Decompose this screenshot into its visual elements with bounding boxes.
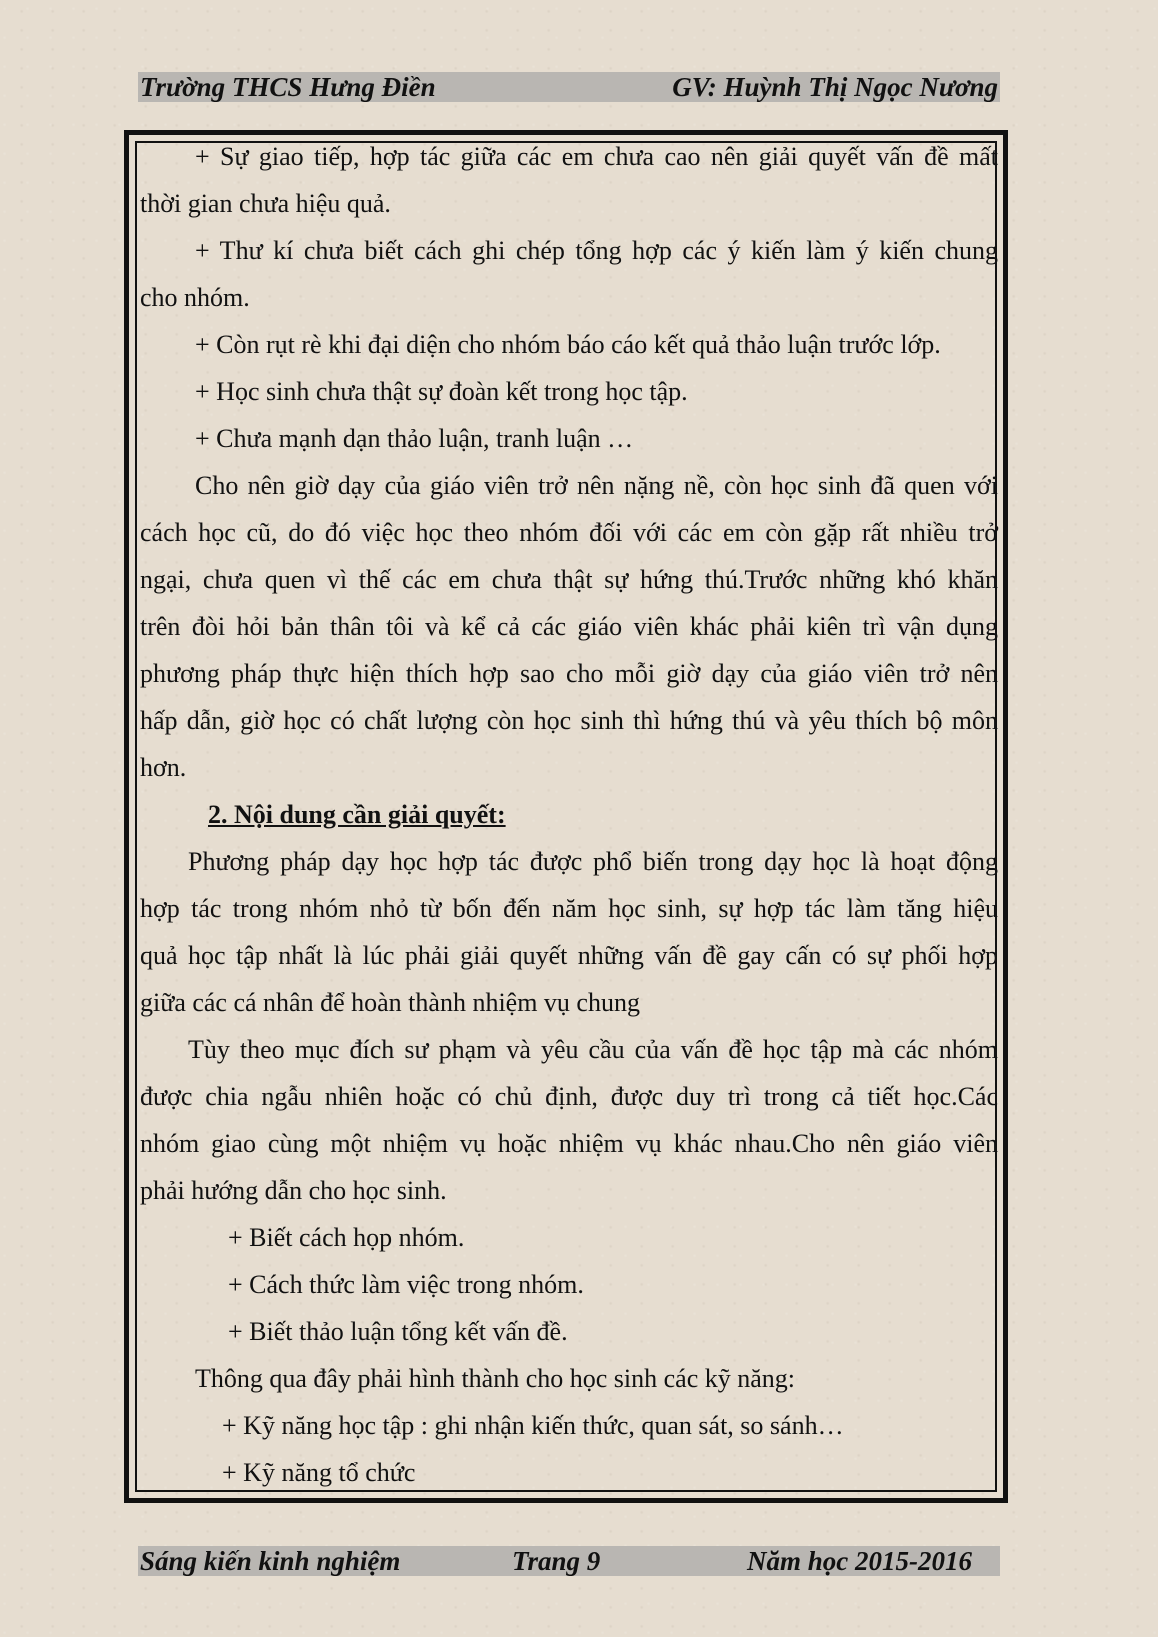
list-item: + Kỹ năng tổ chức: [222, 1458, 416, 1487]
paragraph-line: Phương pháp dạy học hợp tác được phổ biến trong dạy học là hoạt động: [188, 847, 998, 876]
paragraph-line: + Học sinh chưa thật sự đoàn kết trong học tập.: [195, 377, 688, 406]
list-item: + Cách thức làm việc trong nhóm.: [228, 1270, 584, 1299]
school-year: Năm học 2015-2016: [747, 1546, 972, 1576]
footer-title: Sáng kiến kinh nghiệm: [140, 1546, 401, 1576]
document-body: [140, 133, 998, 1496]
list-item: + Biết cách họp nhóm.: [228, 1223, 465, 1252]
paragraph-line: trên đòi hỏi bản thân tôi và kể cả các giáo viên khác phải kiên trì vận dụng: [140, 612, 998, 641]
page-header: [138, 72, 1000, 102]
paragraph-line: + Sự giao tiếp, hợp tác giữa các em chưa cao nên giải quyết vấn đề mất: [195, 142, 998, 171]
paragraph-line: được chia ngẫu nhiên hoặc có chủ định, được duy trì trong cả tiết học.Các: [140, 1082, 998, 1111]
paragraph-line: hấp dẫn, giờ học có chất lượng còn học sinh thì hứng thú và yêu thích bộ môn: [140, 706, 998, 735]
page-footer: [138, 1546, 1000, 1576]
paragraph-line: + Chưa mạnh dạn thảo luận, tranh luận …: [195, 424, 634, 453]
paragraph-line: phải hướng dẫn cho học sinh.: [140, 1176, 447, 1205]
paragraph-line: cho nhóm.: [140, 283, 250, 312]
paragraph-line: hơn.: [140, 753, 187, 782]
paragraph-line: Tùy theo mục đích sư phạm và yêu cầu của vấn đề học tập mà các nhóm: [188, 1035, 998, 1064]
paragraph-line: + Thư kí chưa biết cách ghi chép tổng hợp các ý kiến làm ý kiến chung: [195, 236, 998, 265]
paragraph-line: Cho nên giờ dạy của giáo viên trở nên nặng nề, còn học sinh đã quen với: [195, 471, 998, 500]
teacher-name: GV: Huỳnh Thị Ngọc Nương: [672, 72, 998, 102]
paragraph-line: hợp tác trong nhóm nhỏ từ bốn đến năm học sinh, sự hợp tác làm tăng hiệu: [140, 894, 998, 923]
page-number: Trang 9: [512, 1546, 601, 1576]
list-item: + Kỹ năng học tập : ghi nhận kiến thức, quan sát, so sánh…: [222, 1411, 844, 1440]
school-name: Trường THCS Hưng Điền: [140, 72, 436, 102]
paragraph-line: phương pháp thực hiện thích hợp sao cho mỗi giờ dạy của giáo viên trở nên: [140, 659, 998, 688]
paragraph-line: Thông qua đây phải hình thành cho học sinh các kỹ năng:: [195, 1364, 796, 1393]
paragraph-line: + Còn rụt rè khi đại diện cho nhóm báo cáo kết quả thảo luận trước lớp.: [195, 330, 941, 359]
paragraph-line: quả học tập nhất là lúc phải giải quyết những vấn đề gay cấn có sự phối hợp: [140, 941, 998, 970]
section-heading: 2. Nội dung cần giải quyết:: [208, 800, 506, 829]
paragraph-line: nhóm giao cùng một nhiệm vụ hoặc nhiệm vụ khác nhau.Cho nên giáo viên: [140, 1129, 998, 1158]
list-item: + Biết thảo luận tổng kết vấn đề.: [228, 1317, 568, 1346]
paragraph-line: giữa các cá nhân để hoàn thành nhiệm vụ chung: [140, 988, 640, 1017]
paragraph-line: thời gian chưa hiệu quả.: [140, 189, 391, 218]
paragraph-line: ngại, chưa quen vì thế các em chưa thật sự hứng thú.Trước những khó khăn: [140, 565, 998, 594]
paragraph-line: cách học cũ, do đó việc học theo nhóm đối với các em còn gặp rất nhiều trở: [140, 518, 998, 547]
